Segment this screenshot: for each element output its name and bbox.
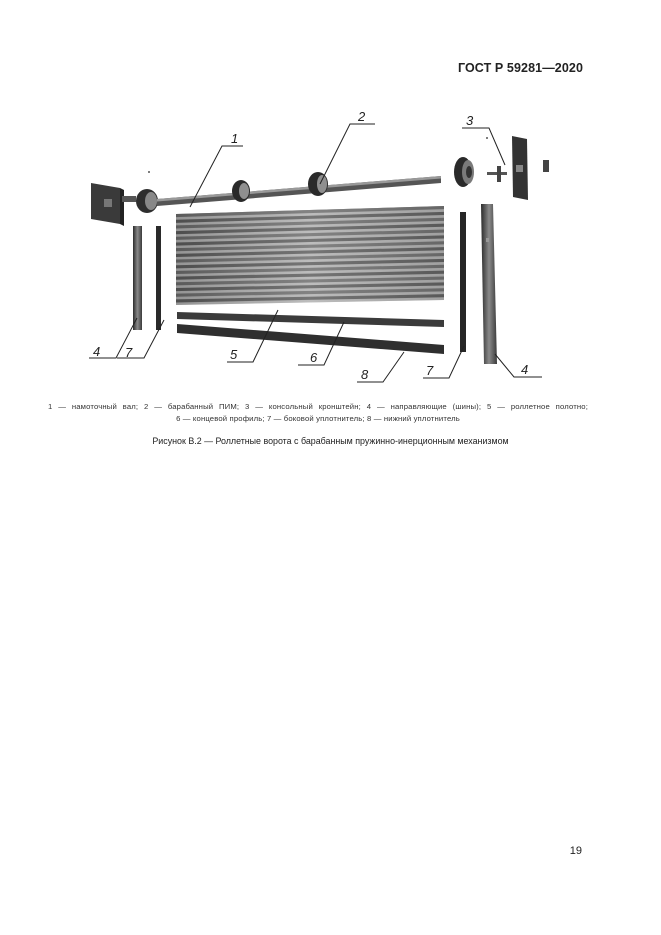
right-drum: [454, 157, 474, 187]
left-drum: [136, 189, 158, 213]
right-side-seal: [460, 212, 466, 352]
roller-curtain: [176, 206, 444, 305]
legend-line-2: 6 — концевой профиль; 7 — боковой уплотнитель; 8 — нижний уплотнитель: [176, 414, 460, 423]
legend-line-1: 1 — намоточный вал; 2 — барабанный ПИМ; 3 — консольный кронштейн; 4 — направляющие (шины); 5 — роллетное полотно;: [48, 402, 588, 411]
callout-2: 2: [358, 109, 366, 124]
right-guide-rail: [481, 204, 497, 364]
left-guide-rail: [133, 226, 142, 330]
callout-6: 6: [310, 350, 318, 365]
callout-3: 3: [466, 113, 474, 128]
callout-5: 5: [230, 347, 238, 362]
callout-8: 8: [361, 367, 369, 382]
winding-shaft: [157, 176, 441, 206]
spring-drum-1: [232, 180, 250, 202]
document-header: ГОСТ Р 59281—2020: [457, 61, 583, 75]
callout-7-right: 7: [426, 363, 434, 378]
callout-4-left: 4: [93, 344, 101, 359]
callout-7-left: 7: [125, 345, 133, 360]
curtain-highlight: [176, 206, 444, 305]
figure-legend: [48, 401, 588, 425]
end-profile: [177, 312, 444, 327]
callout-1: 1: [231, 131, 239, 146]
callout-4-right: 4: [521, 362, 529, 377]
spring-drum-2: [308, 172, 328, 196]
left-bracket: [91, 183, 136, 226]
left-side-seal: [156, 226, 161, 330]
roller-gate-figure: [0, 0, 661, 400]
page-number: 19: [569, 845, 582, 857]
figure-caption: Рисунок В.2 — Роллетные ворота с барабанным пружинно-инерционным механизмом: [152, 436, 509, 446]
